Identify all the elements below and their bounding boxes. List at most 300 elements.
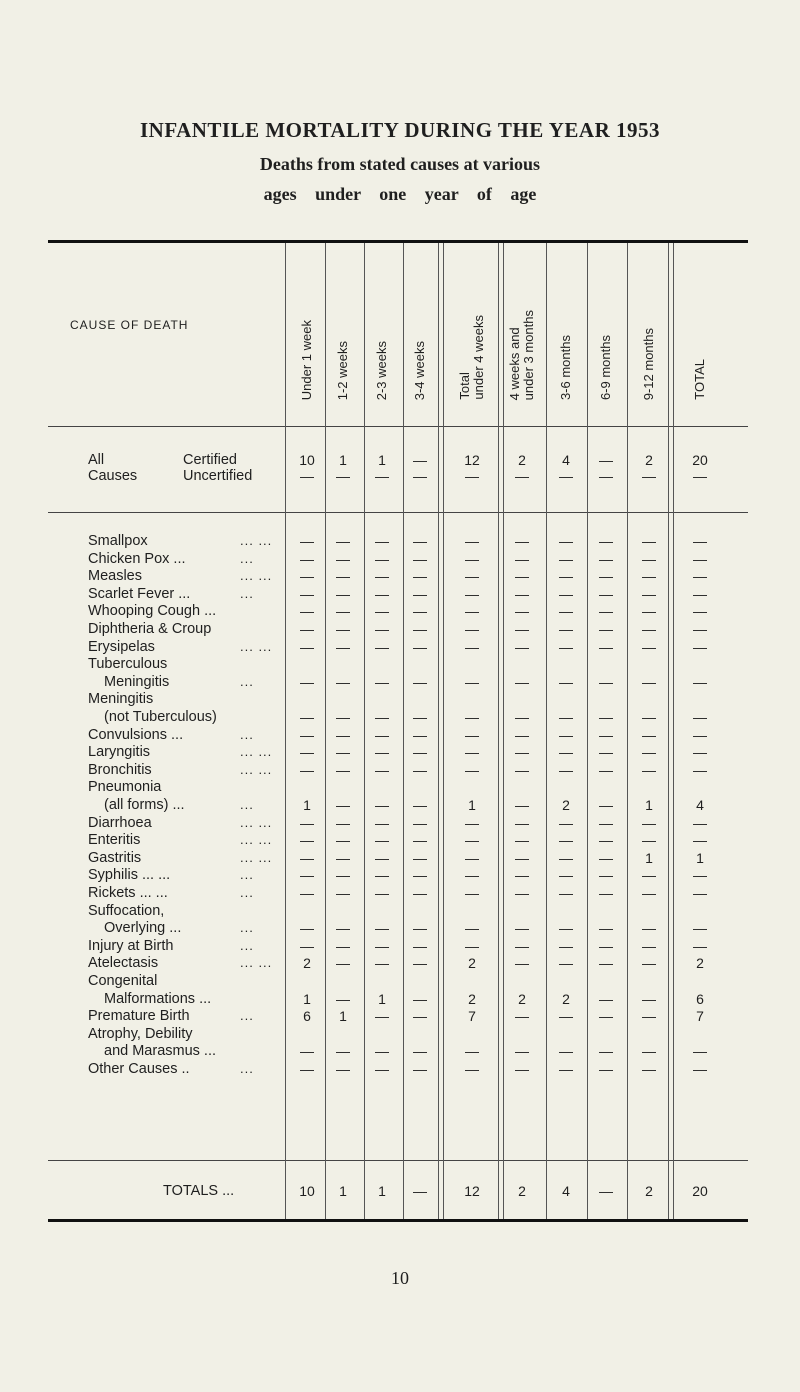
table-cell: 2 <box>518 452 526 468</box>
table-cell: — <box>642 814 656 831</box>
column-header-1 <box>324 250 362 400</box>
table-cell: — <box>515 568 529 585</box>
leader-dots: ... ... <box>240 568 273 584</box>
cause-label: Pneumonia <box>88 779 162 796</box>
table-cell: — <box>465 568 479 585</box>
table-cell: — <box>300 533 314 549</box>
column-header-text: Total under 4 weeks <box>457 315 486 400</box>
table-cell: — <box>300 832 314 849</box>
column-header-7 <box>586 250 626 400</box>
column-header-text: 1-2 weeks <box>335 340 350 400</box>
table-cell: — <box>336 568 350 585</box>
table-cell: — <box>300 468 314 484</box>
table-cell: — <box>375 744 389 761</box>
table-cell: — <box>515 550 529 567</box>
leader-dots: ... <box>240 1008 254 1024</box>
table-cell: — <box>465 832 479 849</box>
table-cell: — <box>375 920 389 937</box>
table-cell: 1 <box>339 1183 347 1199</box>
page-title: INFANTILE MORTALITY DURING THE YEAR 1953 <box>139 118 660 142</box>
cause-sublabel: (all forms) ... <box>104 797 185 813</box>
column-header-text: 2-3 weeks <box>374 340 389 400</box>
cause-label: Tuberculous <box>88 656 168 673</box>
table-cell: — <box>693 533 707 549</box>
table-cell: — <box>465 585 479 602</box>
table-cell: — <box>375 867 389 884</box>
table-cell: — <box>693 885 707 901</box>
table-cell: — <box>559 1043 573 1060</box>
table-cell: — <box>300 673 314 690</box>
table-cell: — <box>300 814 314 831</box>
table-cell: — <box>413 990 427 1007</box>
table-cell: — <box>300 550 314 567</box>
table-cell: 6 <box>696 990 704 1007</box>
table-cell: — <box>465 1061 479 1077</box>
table-cell: — <box>515 849 529 866</box>
leader-dots: ... <box>240 885 254 900</box>
table-cell: — <box>559 885 573 901</box>
table-cell: — <box>336 621 350 637</box>
table-cell: — <box>559 709 573 725</box>
column-header-text: 9-12 months <box>641 327 656 400</box>
cause-label: Scarlet Fever ... <box>88 585 191 602</box>
table-cell: — <box>413 603 427 620</box>
table-cell: — <box>599 814 613 831</box>
table-cell: — <box>413 885 427 901</box>
column-header-text: Under 1 week <box>299 319 314 400</box>
all-causes-certified-label: Certified <box>183 452 237 468</box>
table-cell: — <box>559 585 573 602</box>
table-cell: — <box>642 550 656 567</box>
table-cell: 2 <box>303 955 311 972</box>
table-cell: — <box>515 937 529 954</box>
totals-label: TOTALS ... <box>163 1183 235 1199</box>
table-cell: 1 <box>378 1183 386 1199</box>
cause-label: Convulsions ... <box>88 726 184 743</box>
table-cell: — <box>375 1061 389 1077</box>
table-cell: 7 <box>468 1008 476 1025</box>
column-header-5 <box>500 250 544 400</box>
table-cell: — <box>413 550 427 567</box>
table-cell: — <box>642 533 656 549</box>
cause-sublabel: (not Tuberculous) <box>104 709 217 725</box>
table-cell: — <box>300 744 314 761</box>
table-cell: — <box>599 468 613 484</box>
table-cell: — <box>515 1008 529 1025</box>
table-cell: — <box>693 937 707 954</box>
table-cell: 2 <box>468 955 476 972</box>
cause-label: Rickets ... ... <box>88 885 168 901</box>
page-subtitle-line-1: Deaths from stated causes at various <box>259 154 541 174</box>
cause-label: Diarrhoea <box>88 814 152 831</box>
table-cell: — <box>599 726 613 743</box>
leader-dots: ... ... <box>240 849 273 865</box>
table-cell: — <box>465 673 479 690</box>
table-cell: 2 <box>562 797 570 813</box>
table-cell: — <box>599 709 613 725</box>
table-cell: — <box>642 726 656 743</box>
table-cell: — <box>642 832 656 849</box>
table-cell: — <box>336 761 350 778</box>
table-cell: — <box>515 726 529 743</box>
table-cell: — <box>375 468 389 484</box>
table-cell: — <box>693 621 707 637</box>
table-cell: — <box>375 621 389 637</box>
table-cell: — <box>559 832 573 849</box>
table-cell: — <box>515 867 529 884</box>
table-cell: — <box>375 726 389 743</box>
cause-label: Premature Birth <box>88 1008 190 1025</box>
table-cell: — <box>515 533 529 549</box>
table-cell: — <box>693 744 707 761</box>
table-cell: — <box>515 621 529 637</box>
table-cell: — <box>599 568 613 585</box>
table-cell: 4 <box>696 797 704 813</box>
table-cell: — <box>642 990 656 1007</box>
table-cell: — <box>693 709 707 725</box>
table-cell: — <box>515 585 529 602</box>
table-cell: — <box>693 603 707 620</box>
table-cell: — <box>599 867 613 884</box>
cause-sublabel: Meningitis <box>104 673 170 690</box>
table-cell: — <box>599 885 613 901</box>
table-cell: — <box>693 468 707 484</box>
table-cell: — <box>413 452 427 468</box>
table-cell: 1 <box>378 990 386 1007</box>
leader-dots: ... ... <box>240 533 273 548</box>
table-cell: — <box>559 937 573 954</box>
table-cell: — <box>336 832 350 849</box>
table-cell: — <box>515 638 529 655</box>
leader-dots: ... <box>240 585 254 601</box>
all-causes-label-2: Causes <box>88 468 138 484</box>
table-cell: — <box>465 550 479 567</box>
table-cell: — <box>413 585 427 602</box>
table-cell: — <box>642 1008 656 1025</box>
table-cell: — <box>642 920 656 937</box>
leader-dots: ... ... <box>240 955 273 971</box>
table-cell: — <box>336 955 350 972</box>
table-cell: — <box>599 452 613 468</box>
all-causes-uncertified-label: Uncertified <box>183 468 253 484</box>
table-cell: — <box>693 585 707 602</box>
table-cell: — <box>693 1043 707 1060</box>
table-cell: — <box>336 990 350 1007</box>
cause-label: Measles <box>88 568 142 585</box>
table-cell: — <box>559 761 573 778</box>
table-cell: — <box>559 955 573 972</box>
table-cell: — <box>300 761 314 778</box>
table-cell: — <box>413 726 427 743</box>
table-cell: — <box>300 920 314 937</box>
table-cell: — <box>413 621 427 637</box>
table-cell: — <box>413 920 427 937</box>
column-header-text: 6-9 months <box>598 334 613 400</box>
table-cell: — <box>599 673 613 690</box>
table-cell: — <box>642 885 656 901</box>
leader-dots: ... ... <box>240 744 273 760</box>
table-cell: — <box>599 1043 613 1060</box>
column-header-0 <box>287 250 327 400</box>
table-cell: — <box>375 550 389 567</box>
table-cell: — <box>559 603 573 620</box>
table-cell: — <box>300 849 314 866</box>
table-cell: 10 <box>299 1183 315 1199</box>
table-cell: — <box>336 603 350 620</box>
table-cell: 20 <box>692 452 708 468</box>
table-cell: — <box>336 726 350 743</box>
cause-label: Atelectasis <box>88 955 159 972</box>
table-cell: 2 <box>518 990 526 1007</box>
table-cell: — <box>599 937 613 954</box>
table-cell: — <box>375 638 389 655</box>
table-cell: — <box>599 585 613 602</box>
leader-dots: ... <box>240 937 254 953</box>
table-cell: — <box>336 814 350 831</box>
column-header-9 <box>663 250 737 400</box>
table-cell: — <box>465 885 479 901</box>
cause-label: Whooping Cough ... <box>88 603 217 620</box>
table-cell: — <box>413 568 427 585</box>
table-cell: — <box>465 814 479 831</box>
table-cell: — <box>375 761 389 778</box>
table-cell: — <box>693 673 707 690</box>
cause-label: Chicken Pox ... <box>88 550 186 567</box>
table-cell: — <box>300 638 314 655</box>
table-cell: — <box>336 867 350 884</box>
cause-of-death-header: CAUSE OF DEATH <box>70 318 189 332</box>
table-cell: — <box>375 568 389 585</box>
table-cell: — <box>336 638 350 655</box>
table-cell: — <box>693 550 707 567</box>
table-cell: — <box>642 468 656 484</box>
table-cell: — <box>375 709 389 725</box>
page-subtitle-line-2: ages under one year of age <box>263 184 537 204</box>
table-cell: — <box>559 638 573 655</box>
table-cell: — <box>336 937 350 954</box>
table-cell: — <box>599 1183 613 1199</box>
table-cell: — <box>642 1061 656 1077</box>
table-cell: — <box>515 1043 529 1060</box>
table-cell: — <box>559 568 573 585</box>
column-divider <box>285 243 286 1219</box>
cause-sublabel: and Marasmus ... <box>104 1043 217 1060</box>
table-cell: — <box>413 955 427 972</box>
table-cell: — <box>413 937 427 954</box>
table-cell: — <box>336 1061 350 1077</box>
table-cell: — <box>465 744 479 761</box>
table-cell: — <box>300 603 314 620</box>
table-cell: — <box>375 1008 389 1025</box>
table-cell: — <box>515 920 529 937</box>
table-cell: 4 <box>562 1183 570 1199</box>
table-cell: — <box>515 1061 529 1077</box>
table-cell: — <box>465 638 479 655</box>
table-cell: — <box>336 797 350 813</box>
table-cell: 1 <box>339 1008 347 1025</box>
table-cell: 1 <box>378 452 386 468</box>
table-cell: — <box>300 709 314 725</box>
table-cell: — <box>300 621 314 637</box>
table-cell: — <box>599 621 613 637</box>
table-cell: — <box>599 550 613 567</box>
leader-dots: ... <box>240 797 254 812</box>
table-cell: 12 <box>464 452 480 468</box>
table-cell: — <box>413 1183 427 1199</box>
table-cell: — <box>642 585 656 602</box>
table-cell: — <box>515 468 529 484</box>
leader-dots: ... ... <box>240 832 273 848</box>
table-cell: — <box>375 955 389 972</box>
table-cell: — <box>642 568 656 585</box>
column-header-text: 3-4 weeks <box>412 340 427 400</box>
table-cell: — <box>413 814 427 831</box>
column-header-text: 4 weeks and under 3 months <box>507 309 536 400</box>
cause-label: Laryngitis <box>88 744 151 761</box>
table-cell: — <box>515 673 529 690</box>
table-cell: — <box>642 955 656 972</box>
table-cell: — <box>336 550 350 567</box>
table-cell: — <box>515 832 529 849</box>
table-cell: — <box>465 867 479 884</box>
cause-label: Injury at Birth <box>88 937 174 954</box>
table-cell: — <box>599 744 613 761</box>
all-causes-divider <box>48 512 748 513</box>
table-cell: — <box>375 814 389 831</box>
table-cell: 2 <box>645 452 653 468</box>
table-cell: — <box>599 1008 613 1025</box>
table-cell: — <box>413 1008 427 1025</box>
table-cell: — <box>375 832 389 849</box>
table-bottom-rule <box>48 1219 748 1222</box>
table-cell: — <box>375 797 389 813</box>
table-cell: — <box>515 797 529 813</box>
table-cell: — <box>515 603 529 620</box>
table-cell: — <box>336 709 350 725</box>
leader-dots: ... ... <box>240 814 273 830</box>
table-cell: — <box>336 920 350 937</box>
totals-divider <box>48 1160 748 1161</box>
table-cell: — <box>465 1043 479 1060</box>
table-cell: — <box>375 673 389 690</box>
table-cell: — <box>300 937 314 954</box>
table-cell: 1 <box>303 797 311 813</box>
table-cell: 2 <box>518 1183 526 1199</box>
table-cell: — <box>515 761 529 778</box>
table-cell: — <box>413 744 427 761</box>
cause-label: Congenital <box>88 973 158 989</box>
table-cell: 10 <box>299 452 315 468</box>
cause-label: Smallpox <box>88 533 148 549</box>
leader-dots: ... <box>240 867 254 883</box>
leader-dots: ... <box>240 673 254 689</box>
table-cell: — <box>336 533 350 549</box>
table-cell: — <box>413 867 427 884</box>
column-header-4 <box>444 250 500 400</box>
table-cell: — <box>300 867 314 884</box>
table-cell: — <box>693 867 707 884</box>
column-header-text: TOTAL <box>692 359 707 400</box>
cause-label: Enteritis <box>88 832 141 849</box>
table-cell: — <box>413 468 427 484</box>
table-cell: 2 <box>562 990 570 1007</box>
table-cell: — <box>599 920 613 937</box>
table-cell: — <box>693 814 707 831</box>
all-causes-label: All <box>88 452 105 468</box>
table-cell: — <box>375 1043 389 1060</box>
table-cell: — <box>559 814 573 831</box>
table-cell: — <box>375 533 389 549</box>
table-cell: — <box>465 920 479 937</box>
table-top-rule <box>48 240 748 243</box>
cause-sublabel: Malformations ... <box>104 990 212 1007</box>
table-cell: — <box>515 744 529 761</box>
leader-dots: ... <box>240 920 254 936</box>
table-cell: 12 <box>464 1183 480 1199</box>
cause-label: Gastritis <box>88 849 142 866</box>
table-cell: — <box>599 533 613 549</box>
table-cell: — <box>413 797 427 813</box>
table-cell: — <box>300 1043 314 1060</box>
table-cell: — <box>642 603 656 620</box>
table-cell: — <box>642 673 656 690</box>
table-cell: — <box>599 832 613 849</box>
table-cell: — <box>515 709 529 725</box>
table-cell: — <box>336 885 350 901</box>
table-cell: — <box>300 1061 314 1077</box>
table-cell: — <box>693 568 707 585</box>
column-header-6 <box>546 250 586 400</box>
table-cell: — <box>336 744 350 761</box>
cause-sublabel: Overlying ... <box>104 920 182 937</box>
table-cell: — <box>413 709 427 725</box>
table-cell: — <box>413 849 427 866</box>
table-cell: — <box>559 468 573 484</box>
table-cell: — <box>336 673 350 690</box>
table-cell: — <box>559 550 573 567</box>
leader-dots: ... <box>240 1061 254 1076</box>
table-cell: 6 <box>303 1008 311 1025</box>
table-cell: — <box>642 867 656 884</box>
column-header-3 <box>402 250 438 400</box>
table-cell: — <box>336 468 350 484</box>
table-cell: — <box>599 1061 613 1077</box>
table-cell: 1 <box>468 797 476 813</box>
leader-dots: ... ... <box>240 761 273 777</box>
table-cell: — <box>693 726 707 743</box>
table-cell: — <box>413 673 427 690</box>
table-cell: — <box>559 533 573 549</box>
table-cell: 1 <box>645 797 653 813</box>
table-cell: — <box>559 744 573 761</box>
table-cell: 1 <box>339 452 347 468</box>
table-cell: — <box>413 638 427 655</box>
table-cell: — <box>559 621 573 637</box>
table-cell: — <box>515 955 529 972</box>
table-cell: — <box>465 726 479 743</box>
table-cell: 20 <box>692 1183 708 1199</box>
table-cell: — <box>465 468 479 484</box>
cause-label: Syphilis ... ... <box>88 867 171 884</box>
table-cell: — <box>465 849 479 866</box>
table-cell: — <box>559 920 573 937</box>
table-cell: — <box>693 638 707 655</box>
table-cell: — <box>693 1061 707 1077</box>
table-cell: — <box>599 603 613 620</box>
table-cell: — <box>599 797 613 813</box>
table-cell: — <box>599 955 613 972</box>
column-header-2 <box>363 250 401 400</box>
